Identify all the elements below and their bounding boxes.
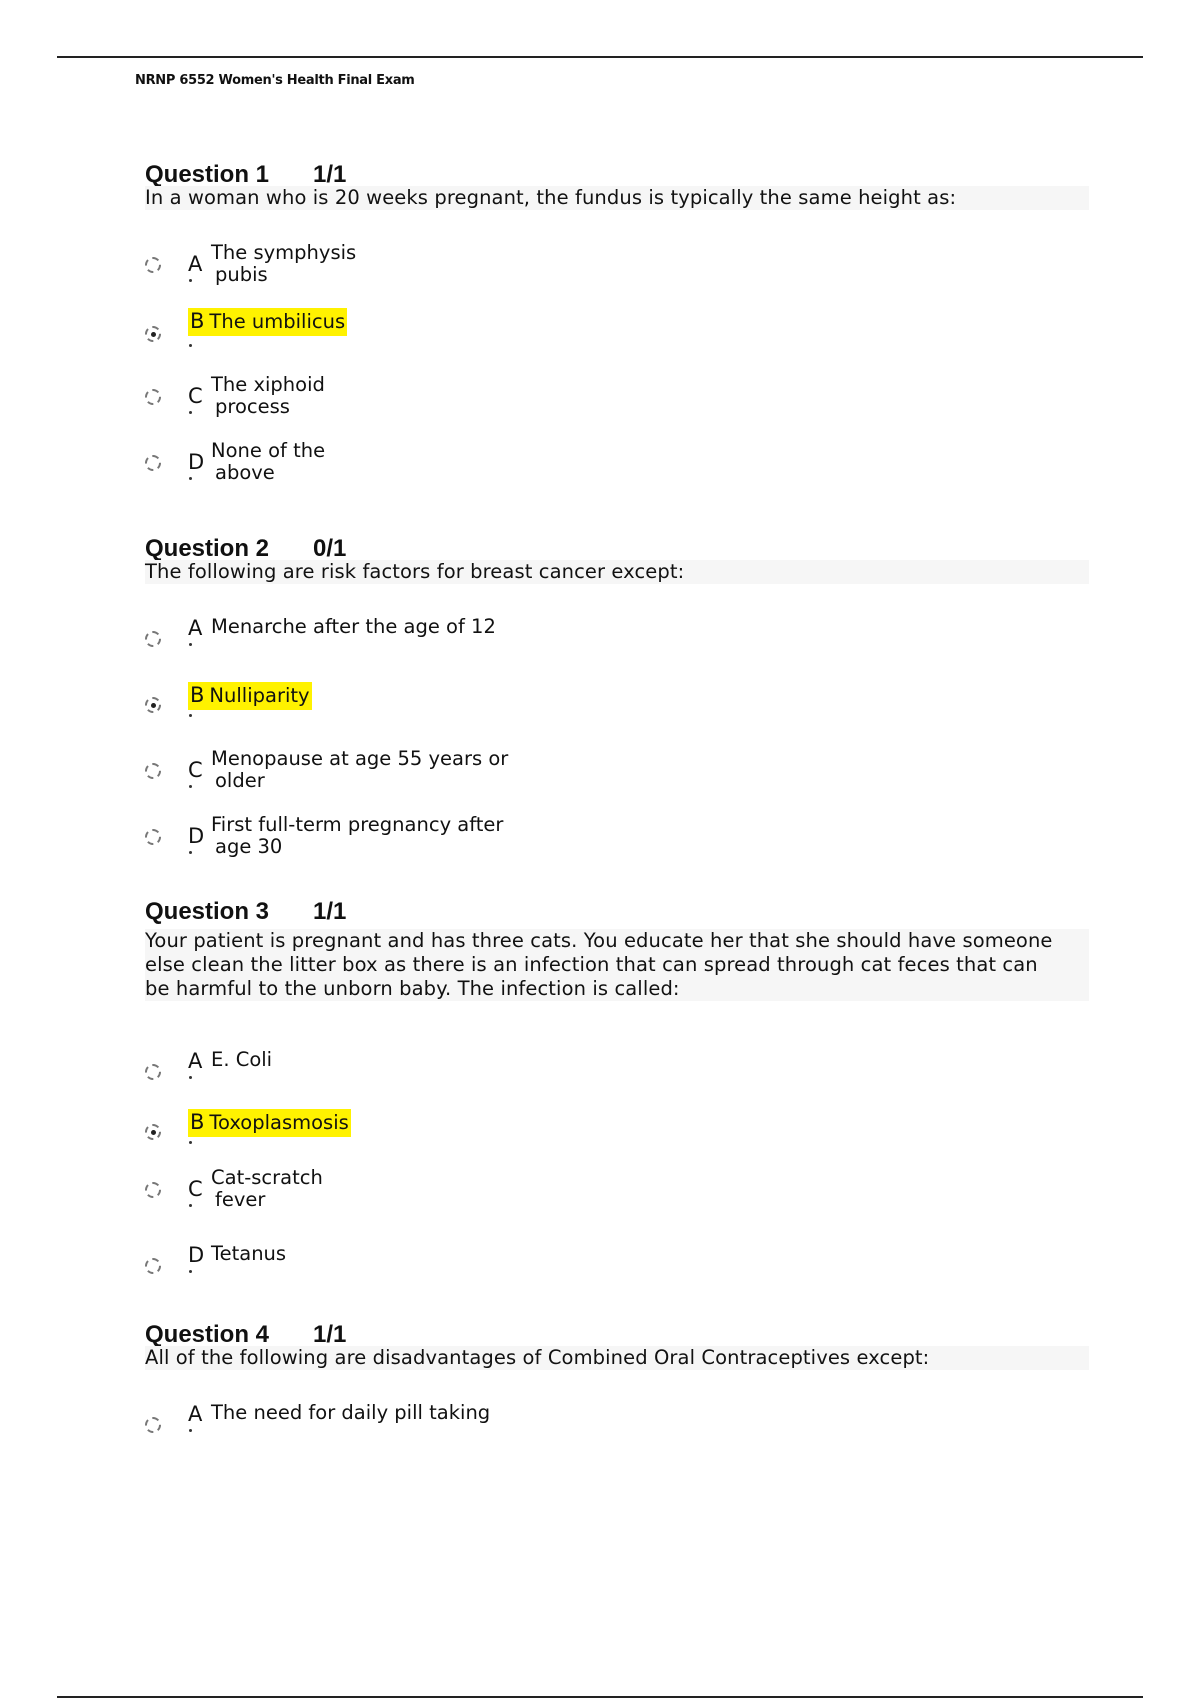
document-header: NRNP 6552 Women's Health Final Exam bbox=[135, 73, 415, 88]
choice-text-line1: The symphysis bbox=[211, 241, 357, 264]
dot-icon bbox=[189, 1429, 192, 1432]
choice-d[interactable] bbox=[145, 1243, 1089, 1309]
choice-letter: B bbox=[190, 1110, 205, 1134]
radio-button-selected[interactable] bbox=[145, 326, 161, 342]
radio-dot-icon bbox=[151, 703, 156, 708]
selected-answer-highlight bbox=[188, 1109, 351, 1137]
question-title bbox=[145, 1322, 1089, 1346]
choice-letter: C bbox=[188, 758, 203, 782]
question-title bbox=[145, 162, 1089, 186]
choice-text: The umbilicus bbox=[209, 310, 346, 333]
choice-text bbox=[211, 374, 541, 418]
question-text-line: be harmful to the unborn baby. The infection is called: bbox=[145, 977, 680, 1000]
choice-a[interactable] bbox=[145, 1049, 1089, 1109]
dot-icon bbox=[189, 1204, 192, 1207]
choice-text: Menarche after the age of 12 bbox=[211, 615, 496, 638]
question-text bbox=[145, 929, 1089, 1001]
radio-button[interactable] bbox=[145, 631, 161, 647]
question-score: 0/1 bbox=[313, 536, 347, 560]
selected-answer-highlight bbox=[188, 308, 347, 336]
radio-button[interactable] bbox=[145, 1417, 161, 1433]
question-1 bbox=[145, 162, 1089, 506]
choice-letter: B bbox=[190, 683, 205, 707]
choice-text bbox=[211, 440, 541, 484]
radio-button[interactable] bbox=[145, 829, 161, 845]
choice-text-line1: Menopause at age 55 years or bbox=[211, 747, 509, 770]
choice-text: Tetanus bbox=[211, 1242, 287, 1265]
choice-d[interactable] bbox=[145, 814, 1089, 880]
question-title bbox=[145, 899, 1089, 929]
choice-text: E. Coli bbox=[211, 1048, 273, 1071]
choice-text-line1: First full-term pregnancy after bbox=[211, 813, 504, 836]
question-text: The following are risk factors for breast cancer except: bbox=[145, 560, 1089, 584]
answer-choices bbox=[145, 1402, 1089, 1468]
answer-choices bbox=[145, 242, 1089, 506]
choice-text bbox=[211, 748, 541, 792]
question-text-line: Your patient is pregnant and has three cats. You educate her that she should have someone bbox=[145, 929, 1053, 952]
question-score: 1/1 bbox=[313, 162, 347, 186]
choice-c[interactable] bbox=[145, 374, 1089, 440]
choice-letter: D bbox=[188, 824, 205, 848]
question-score: 1/1 bbox=[313, 1322, 347, 1346]
dot-icon bbox=[189, 1076, 192, 1079]
radio-button[interactable] bbox=[145, 455, 161, 471]
choice-text-line2: age 30 bbox=[215, 835, 283, 858]
choice-c[interactable] bbox=[145, 1167, 1089, 1243]
choice-letter: A bbox=[188, 1049, 203, 1073]
choice-a[interactable] bbox=[145, 616, 1089, 682]
dot-icon bbox=[189, 1141, 192, 1144]
dot-icon bbox=[189, 714, 192, 717]
answer-choices bbox=[145, 1049, 1089, 1309]
choice-letter: A bbox=[188, 1402, 203, 1426]
choice-b[interactable] bbox=[145, 308, 1089, 374]
choice-letter: A bbox=[188, 616, 203, 640]
choice-c[interactable] bbox=[145, 748, 1089, 814]
choice-letter: D bbox=[188, 1243, 205, 1267]
radio-button[interactable] bbox=[145, 1064, 161, 1080]
choice-b[interactable] bbox=[145, 682, 1089, 748]
dot-icon bbox=[189, 411, 192, 414]
question-4 bbox=[145, 1322, 1089, 1468]
choice-text: The need for daily pill taking bbox=[211, 1401, 491, 1424]
question-label: Question 3 bbox=[145, 899, 270, 925]
choice-text bbox=[211, 1167, 541, 1211]
top-rule bbox=[57, 56, 1143, 58]
choice-b[interactable] bbox=[145, 1109, 1089, 1167]
choice-text-line2: older bbox=[215, 769, 265, 792]
radio-button-selected[interactable] bbox=[145, 1124, 161, 1140]
radio-button[interactable] bbox=[145, 1258, 161, 1274]
choice-letter: D bbox=[188, 450, 205, 474]
dot-icon bbox=[189, 279, 192, 282]
choice-letter: B bbox=[190, 309, 205, 333]
choice-text bbox=[211, 814, 541, 858]
bottom-rule bbox=[57, 1696, 1143, 1698]
dot-icon bbox=[189, 477, 192, 480]
choice-text-line2: fever bbox=[215, 1188, 266, 1211]
question-text-line: else clean the litter box as there is an infection that can spread through cat feces that can bbox=[145, 953, 1038, 976]
choice-letter: C bbox=[188, 384, 203, 408]
selected-answer-highlight bbox=[188, 682, 312, 710]
radio-dot-icon bbox=[151, 1130, 156, 1135]
choice-text: Nulliparity bbox=[209, 684, 310, 707]
dot-icon bbox=[189, 785, 192, 788]
dot-icon bbox=[189, 344, 192, 347]
choice-text: Toxoplasmosis bbox=[209, 1111, 349, 1134]
answer-choices bbox=[145, 616, 1089, 880]
choice-text-line1: The xiphoid bbox=[211, 373, 325, 396]
question-text: All of the following are disadvantages of Combined Oral Contraceptives except: bbox=[145, 1346, 1089, 1370]
question-label: Question 2 bbox=[145, 536, 270, 560]
dot-icon bbox=[189, 1270, 192, 1273]
question-label: Question 1 bbox=[145, 162, 270, 186]
choice-text-line2: process bbox=[215, 395, 290, 418]
question-text: In a woman who is 20 weeks pregnant, the fundus is typically the same height as: bbox=[145, 186, 1089, 210]
choice-text-line1: None of the bbox=[211, 439, 326, 462]
radio-button[interactable] bbox=[145, 389, 161, 405]
radio-button-selected[interactable] bbox=[145, 697, 161, 713]
choice-text-line1: Cat-scratch bbox=[211, 1166, 323, 1189]
choice-a[interactable] bbox=[145, 1402, 1089, 1468]
radio-dot-icon bbox=[151, 332, 156, 337]
question-2 bbox=[145, 536, 1089, 880]
question-title bbox=[145, 536, 1089, 560]
dot-icon bbox=[189, 851, 192, 854]
choice-text-line2: above bbox=[215, 461, 275, 484]
dot-icon bbox=[189, 643, 192, 646]
radio-button[interactable] bbox=[145, 257, 161, 273]
choice-a[interactable] bbox=[145, 242, 1089, 308]
question-score: 1/1 bbox=[313, 899, 347, 925]
choice-text bbox=[211, 242, 541, 286]
choice-d[interactable] bbox=[145, 440, 1089, 506]
choice-letter: A bbox=[188, 252, 203, 276]
radio-button[interactable] bbox=[145, 1182, 161, 1198]
radio-button[interactable] bbox=[145, 763, 161, 779]
choice-text-line2: pubis bbox=[215, 263, 268, 286]
question-label: Question 4 bbox=[145, 1322, 270, 1346]
choice-letter: C bbox=[188, 1177, 203, 1201]
question-3 bbox=[145, 899, 1089, 1309]
